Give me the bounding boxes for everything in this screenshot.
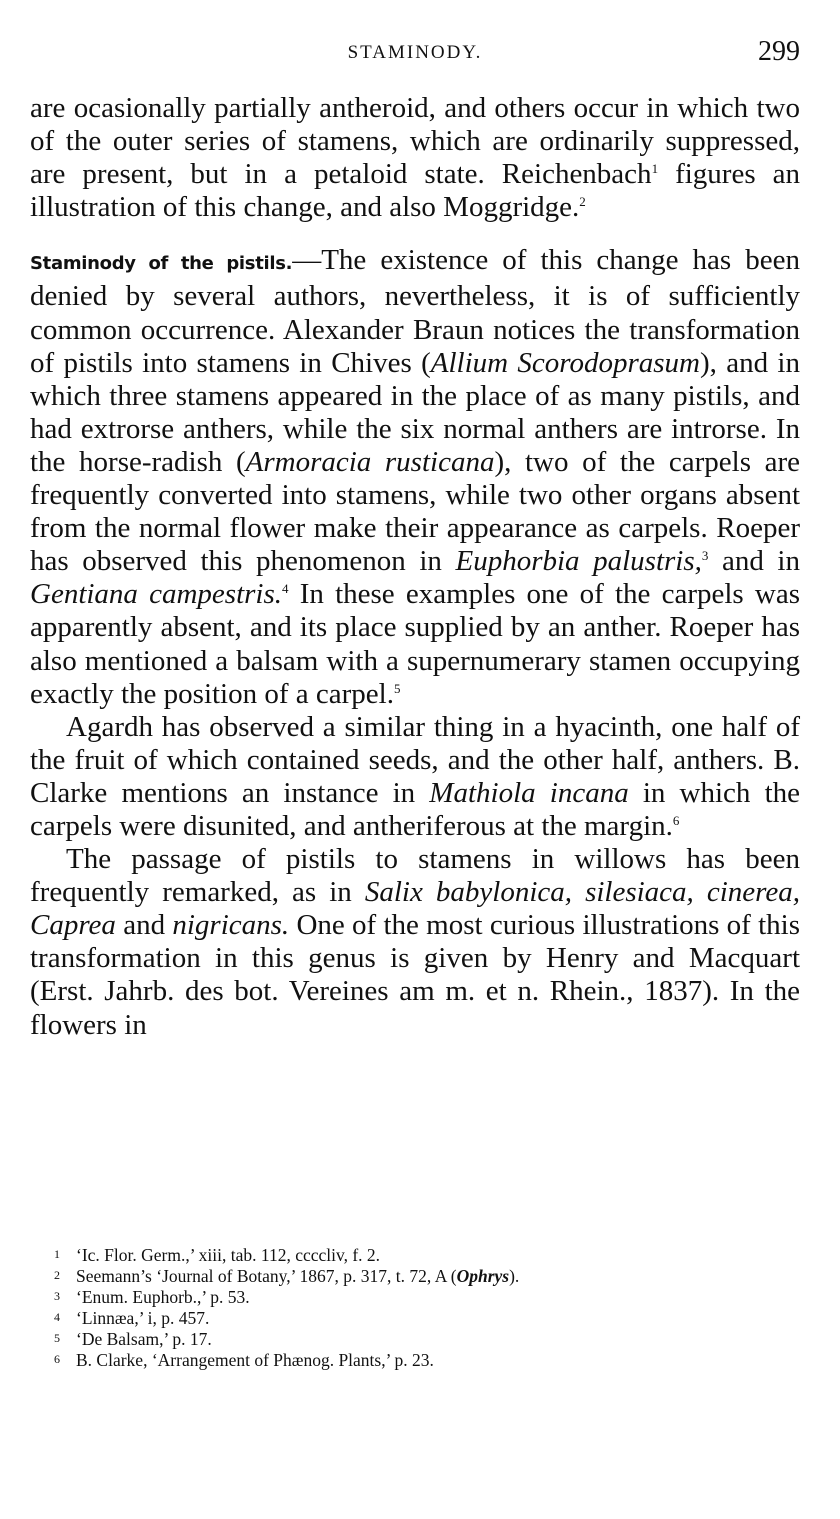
species-name: Allium Scorodoprasum xyxy=(430,346,700,379)
footnote-number: 1 xyxy=(54,1247,60,1261)
text-run: B. Clarke, ‘Arrangement of Phænog. Plants,’ p. 23. xyxy=(76,1350,434,1370)
paragraph xyxy=(30,92,800,224)
species-name: Armoracia rusticana xyxy=(245,445,495,478)
paragraph xyxy=(30,244,800,710)
footnote-ref: 1 xyxy=(651,161,659,177)
text-run: ‘De Balsam,’ p. 17. xyxy=(76,1329,212,1349)
species-name: Mathiola incana xyxy=(429,776,629,809)
text-run: and in xyxy=(708,545,800,578)
footnote xyxy=(54,1349,814,1370)
text-run: In these examples one of the carpels was apparently absent, and its place supplied by an anther. Roeper has also mentioned a balsam with a supernumerary stamen occupying exactly the position of a carpel. xyxy=(30,578,800,710)
footnote-number: 3 xyxy=(54,1289,60,1303)
footnote-number: 4 xyxy=(54,1310,60,1324)
body-text xyxy=(30,92,800,1042)
text-run: and xyxy=(115,909,173,942)
text-run: ‘Enum. Euphorb.,’ p. 53. xyxy=(76,1287,250,1307)
footnote xyxy=(54,1244,814,1265)
paragraph xyxy=(30,843,800,1042)
footnote-ref: 4 xyxy=(282,581,289,597)
text-run: One of the most curious illustrations of this transformation in this genus is given by Henry and Macquart (Erst. Jahrb. des bot. Vereines am m. et n. Rhein., 1837). In the flowers in xyxy=(30,909,801,1041)
running-head xyxy=(30,36,800,76)
footnote xyxy=(54,1328,814,1349)
text-run: in which the carpels were disunited, and antheriferous at the margin. xyxy=(30,776,800,842)
running-title: STAMINODY. xyxy=(347,42,483,63)
text-run: figures an illustration of this change, and also Moggridge. xyxy=(30,158,800,224)
text-run: ), two of the carpels are frequently converted into stamens, while two other organs absent from the normal flower make their appearance as carpels. Roeper has observed this phenomenon in xyxy=(30,445,800,578)
species-name: nigricans. xyxy=(172,909,290,942)
footnote-number: 6 xyxy=(54,1352,60,1366)
text-run: ). xyxy=(509,1266,520,1286)
footnote-number: 5 xyxy=(54,1331,60,1345)
text-run: Seemann’s ‘Journal of Botany,’ 1867, p. 317, t. 72, A ( xyxy=(76,1266,457,1286)
section-heading: Staminody of the pistils. xyxy=(30,253,293,275)
paragraph xyxy=(30,711,800,843)
footnote-ref: 3 xyxy=(701,548,709,564)
text-run: The passage of pistils to stamens in willows has been frequently remarked, as in xyxy=(30,843,800,909)
text-run: ‘Ic. Flor. Germ.,’ xiii, tab. 112, ccccliv, f. 2. xyxy=(76,1245,381,1265)
footnote-number: 2 xyxy=(54,1268,60,1282)
text-run: —The existence of this change has been denied by several authors, nevertheless, it is of sufficiently common occurrence. Alexander Braun notices the transformation of pistils into stamens in Chives ( xyxy=(30,244,800,379)
footnote-ref: 6 xyxy=(672,812,680,828)
text-run: ‘Linnæa,’ i, p. 457. xyxy=(76,1308,210,1328)
text-run: are ocasionally partially antheroid, and others occur in which two of the outer series of stamens, which are ordinarily suppressed, are present, but in a petaloid state. Reichenbach xyxy=(30,92,800,191)
footnote xyxy=(54,1265,814,1286)
footnote-ref: 5 xyxy=(393,680,401,696)
footnotes xyxy=(54,1244,814,1370)
footnote xyxy=(54,1307,814,1328)
species-name: Ophrys xyxy=(456,1266,510,1286)
page-number: 299 xyxy=(758,36,800,67)
species-name: Gentiana campestris. xyxy=(30,578,283,611)
species-name: Euphorbia palustris, xyxy=(455,545,702,578)
text-run: Agardh has observed a similar thing in a hyacinth, one half of the fruit of which contained seeds, and the other half, anthers. B. Clarke mentions an instance in xyxy=(30,710,800,809)
footnote xyxy=(54,1286,814,1307)
footnote-ref: 2 xyxy=(579,194,586,210)
text-run: ), and in which three stamens appeared in the place of as many pistils, and had extrorse anthers, while the six normal anthers are introrse. In the horse-radish ( xyxy=(30,346,800,478)
species-name: Salix babylonica, silesiaca, cinerea, Caprea xyxy=(30,876,800,942)
